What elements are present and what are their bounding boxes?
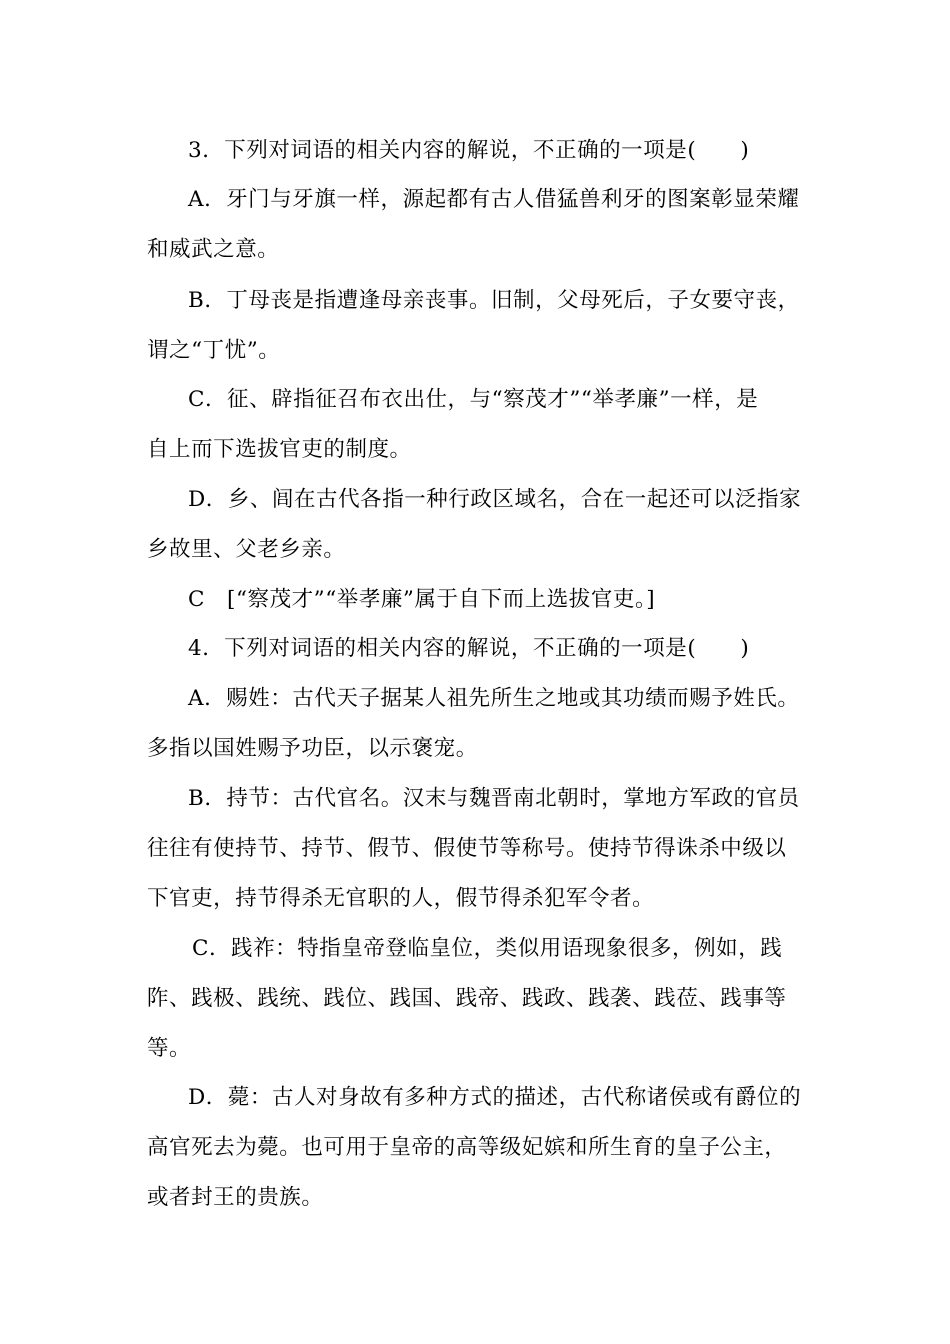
question-3-option-c: C．征、辟指征召布衣出仕，与“察茂才”“举孝廉”一样，是 [188,387,759,412]
question-3-option-a-cont: 和威武之意。 [147,237,280,262]
question-3-option-d-cont: 乡故里、父老乡亲。 [147,537,346,562]
question-4-option-a: A．赐姓：古代天子据某人祖先所生之地或其功绩而赐予姓氏。 [188,686,800,711]
question-4-stem: 4．下列对词语的相关内容的解说，不正确的一项是( ) [188,636,750,661]
question-4-option-d-cont: 高官死去为薨。也可用于皇帝的高等级妃嫔和所生育的皇子公主， [147,1135,787,1160]
question-4-option-c-cont: 阼、践极、践统、践位、践国、践帝、践政、践袭、践莅、践事等 [147,986,787,1011]
question-4-option-a-cont: 多指以国姓赐予功臣，以示褒宠。 [147,736,478,761]
question-4-option-d: D．薨：古人对身故有多种方式的描述，古代称诸侯或有爵位的 [188,1085,802,1110]
question-3-option-c-cont: 自上而下选拔官吏的制度。 [147,437,412,462]
question-4-option-b-cont-2: 下官吏，持节得杀无官职的人，假节得杀犯军令者。 [147,886,655,911]
question-3-option-b-cont: 谓之“丁忧”。 [147,338,281,363]
question-3-option-a: A．牙门与牙旗一样，源起都有古人借猛兽利牙的图案彰显荣耀 [188,187,800,212]
question-3-stem: 3．下列对词语的相关内容的解说，不正确的一项是( ) [188,138,750,163]
question-3-answer: C [“察茂才”“举孝廉”属于自下而上选拔官吏。] [188,587,656,612]
question-4-option-d-cont-2: 或者封王的贵族。 [147,1185,324,1210]
question-3-option-b: B．丁母丧是指遭逢母亲丧事。旧制，父母死后，子女要守丧， [188,288,800,313]
question-4-option-c: C．践祚：特指皇帝登临皇位，类似用语现象很多，例如，践 [192,936,783,961]
question-4-option-b-cont: 往往有使持节、持节、假节、假使节等称号。使持节得诛杀中级以 [147,836,787,861]
question-4-option-c-cont-2: 等。 [147,1036,192,1061]
question-3-option-d: D．乡、闾在古代各指一种行政区域名，合在一起还可以泛指家 [188,487,802,512]
question-4-option-b: B．持节：古代官名。汉末与魏晋南北朝时，掌地方军政的官员 [188,786,800,811]
